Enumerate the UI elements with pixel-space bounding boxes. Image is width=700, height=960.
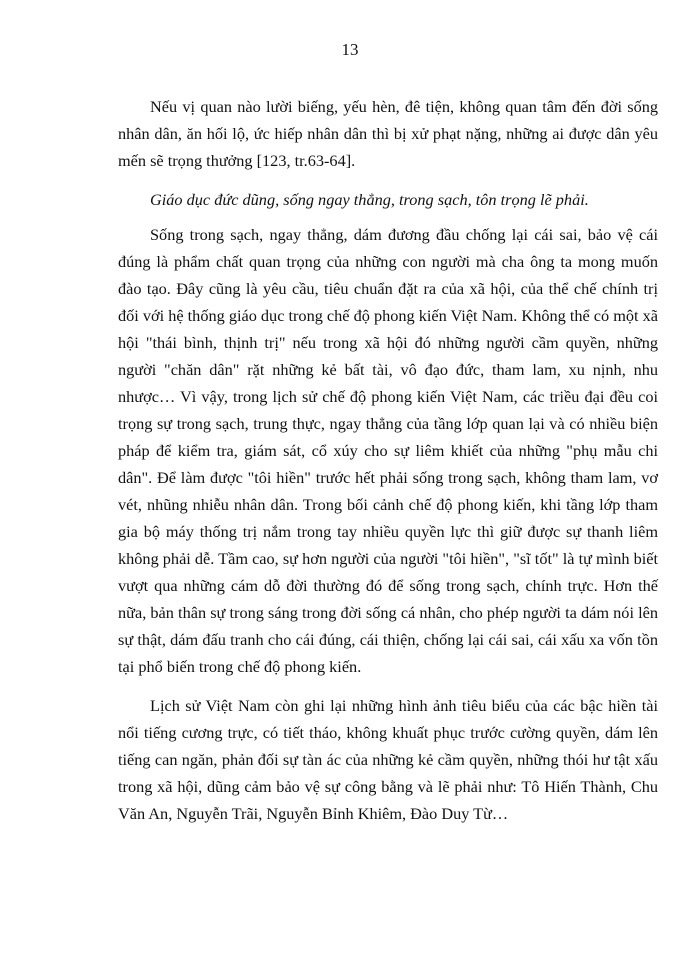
section-subheading: Giáo dục đức dũng, sống ngay thẳng, trong sạch, tôn trọng lẽ phải. [150, 190, 589, 209]
page-number: 13 [341, 40, 359, 59]
page-body [118, 93, 658, 827]
paragraph-quote: Nếu vị quan nào lười biếng, yếu hèn, đê tiện, không quan tâm đến đời sống nhân dân, ăn hối lộ, ức hiếp nhân dân thì bị xử phạt nặng, những ai được dân yêu mến sẽ trọng thưởng [123, tr.63-64]. [118, 97, 658, 170]
paragraph-body: Sống trong sạch, ngay thẳng, dám đương đầu chống lại cái sai, bảo vệ cái đúng là phẩm chất quan trọng của những con người mà cha ông ta mong muốn đào tạo. Đây cũng là yêu cầu, tiêu chuẩn đặt ra của xã hội, của thể chế chính trị đối với hệ thống giáo dục trong chế độ phong kiến Việt Nam. Không thể có một xã hội "thái bình, thịnh trị" nếu trong xã hội đó những người cầm quyền, những người "chăn dân" rặt những kẻ bất tài, vô đạo đức, tham lam, xu nịnh, nhu nhược… Vì vậy, trong lịch sử chế độ phong kiến Việt Nam, các triều đại đều coi trọng sự trong sạch, trung thực, ngay thẳng của tầng lớp quan lại và có nhiều biện pháp để kiểm tra, giám sát, cổ xúy cho sự liêm khiết của những "phụ mẫu chi dân". Để làm được "tôi hiền" trước hết phải sống trong sạch, không tham lam, vơ vét, nhũng nhiễu nhân dân. Trong bối cảnh chế độ phong kiến, khi tầng lớp tham gia bộ máy thống trị nắm trong tay nhiều quyền lực thì giữ được sự thanh liêm không phải dễ. Tầm cao, sự hơn người của người "tôi hiền", "sĩ tốt" là tự mình biết vượt qua những cám dỗ đời thường đó để sống trong sạch, chính trực. Hơn thế nữa, bản thân sự trong sáng trong đời sống cá nhân, cho phép người ta dám nói lên sự thật, dám đấu tranh cho cái đúng, cái thiện, chống lại cái sai, cái xấu xa vốn tồn tại phổ biến trong chế độ phong kiến. [118, 225, 658, 676]
paragraph-examples: Lịch sử Việt Nam còn ghi lại những hình ảnh tiêu biểu của các bậc hiền tài nổi tiếng cương trực, có tiết tháo, không khuất phục trước cường quyền, dám lên tiếng can ngăn, phản đối sự tàn ác của những kẻ cầm quyền, những thói hư tật xấu trong xã hội, dũng cảm bảo vệ sự công bằng và lẽ phải như: Tô Hiến Thành, Chu Văn An, Nguyễn Trãi, Nguyễn Bỉnh Khiêm, Đào Duy Từ… [118, 696, 658, 823]
